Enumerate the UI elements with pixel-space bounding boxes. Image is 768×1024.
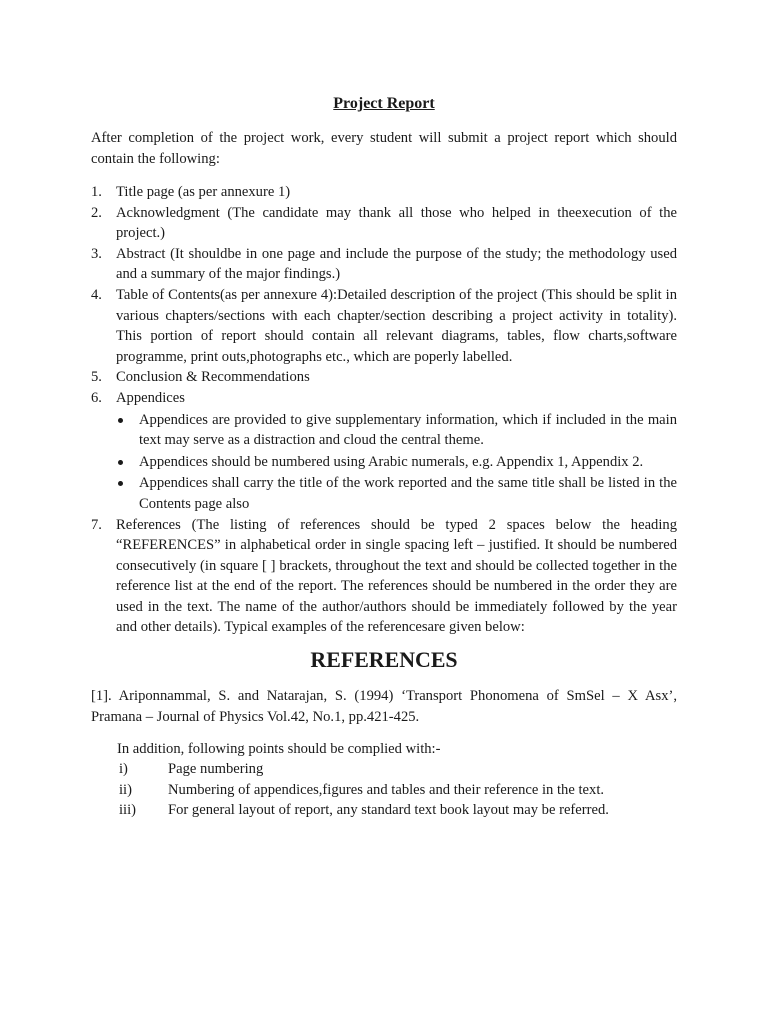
list-item [117,780,677,801]
list-item-number: i) [119,761,128,777]
list-item-text: References (The listing of references should be typed 2 spaces below the heading “REFERENCES” in alphabetical order in single spacing left – justified. It should be numbered consecutively (in square [ ] brackets, throughout the text and should be collected together in the reference list at the end of the report. The references should be numbered in the order they are used in the text. The name of the author/authors should be immediately followed by the year and other details). Typical examples of the referencesare given below: [116,516,677,636]
page-title: Project Report [333,95,435,112]
references-heading: REFERENCES [310,647,458,672]
addition-intro: In addition, following points should be complied with:- [117,741,441,757]
appendices-bullet-list [116,410,677,515]
list-item-number: iii) [119,802,137,819]
list-item-number: 7. [91,516,102,533]
bullet-item: Appendices shall carry the title of the work reported and the same title shall be listed in the Contents page also [116,473,677,514]
report-contents-list [91,182,677,638]
list-item [91,244,677,285]
list-item-text: For general layout of report, any standard text book layout may be referred. [168,802,609,819]
list-item [91,182,677,203]
list-item-text: Acknowledgment (The candidate may thank all those who helped in theexecution of the project.) [116,204,677,242]
list-item-text: Numbering of appendices,figures and tables and their reference in the text. [168,781,605,798]
list-item [91,367,677,388]
list-item-number: ii) [119,781,132,798]
list-item-number: 1. [91,184,102,200]
intro-paragraph: After completion of the project work, every student will submit a project report which should contain the following: [91,130,677,167]
bullet-item: Appendices are provided to give supplementary information, which if included in the main text may serve as a distraction and cloud the central theme. [116,410,677,451]
list-item [91,515,677,639]
bullet-item: Appendices should be numbered using Arabic numerals, e.g. Appendix 1, Appendix 2. [116,452,677,473]
list-item-number: 6. [91,389,102,406]
reference-example: [1]. Ariponnammal, S. and Natarajan, S. (1994) ‘Transport Phonomena of SmSel – X Asx’, Pramana – Journal of Physics Vol.42, No.1, pp.421-425. [91,688,677,725]
list-item [91,203,677,244]
list-item-number: 3. [91,245,102,262]
list-item-number: 4. [91,286,102,303]
list-item [91,285,677,367]
list-item [117,800,677,821]
compliance-points-list [117,759,677,821]
list-item [117,759,677,780]
list-item-number: 2. [91,204,102,221]
list-item-text: Table of Contents(as per annexure 4):Detailed description of the project (This should be split in various chapters/sections with each chapter/section describing a project activity in totality). This portion of report should contain all relevant diagrams, tables, flow charts,software programme, print outs,photographs etc., which are poperly labelled. [116,286,677,365]
list-item-text: Conclusion & Recommendations [116,369,310,386]
list-item [91,388,677,515]
list-item-text: Title page (as per annexure 1) [116,184,291,200]
list-item-number: 5. [91,369,102,386]
list-item-text: Page numbering [168,761,264,777]
list-item-text: Abstract (It shouldbe in one page and include the purpose of the study; the methodology used and a summary of the major findings.) [116,245,677,283]
list-item-text: Appendices [116,389,185,406]
